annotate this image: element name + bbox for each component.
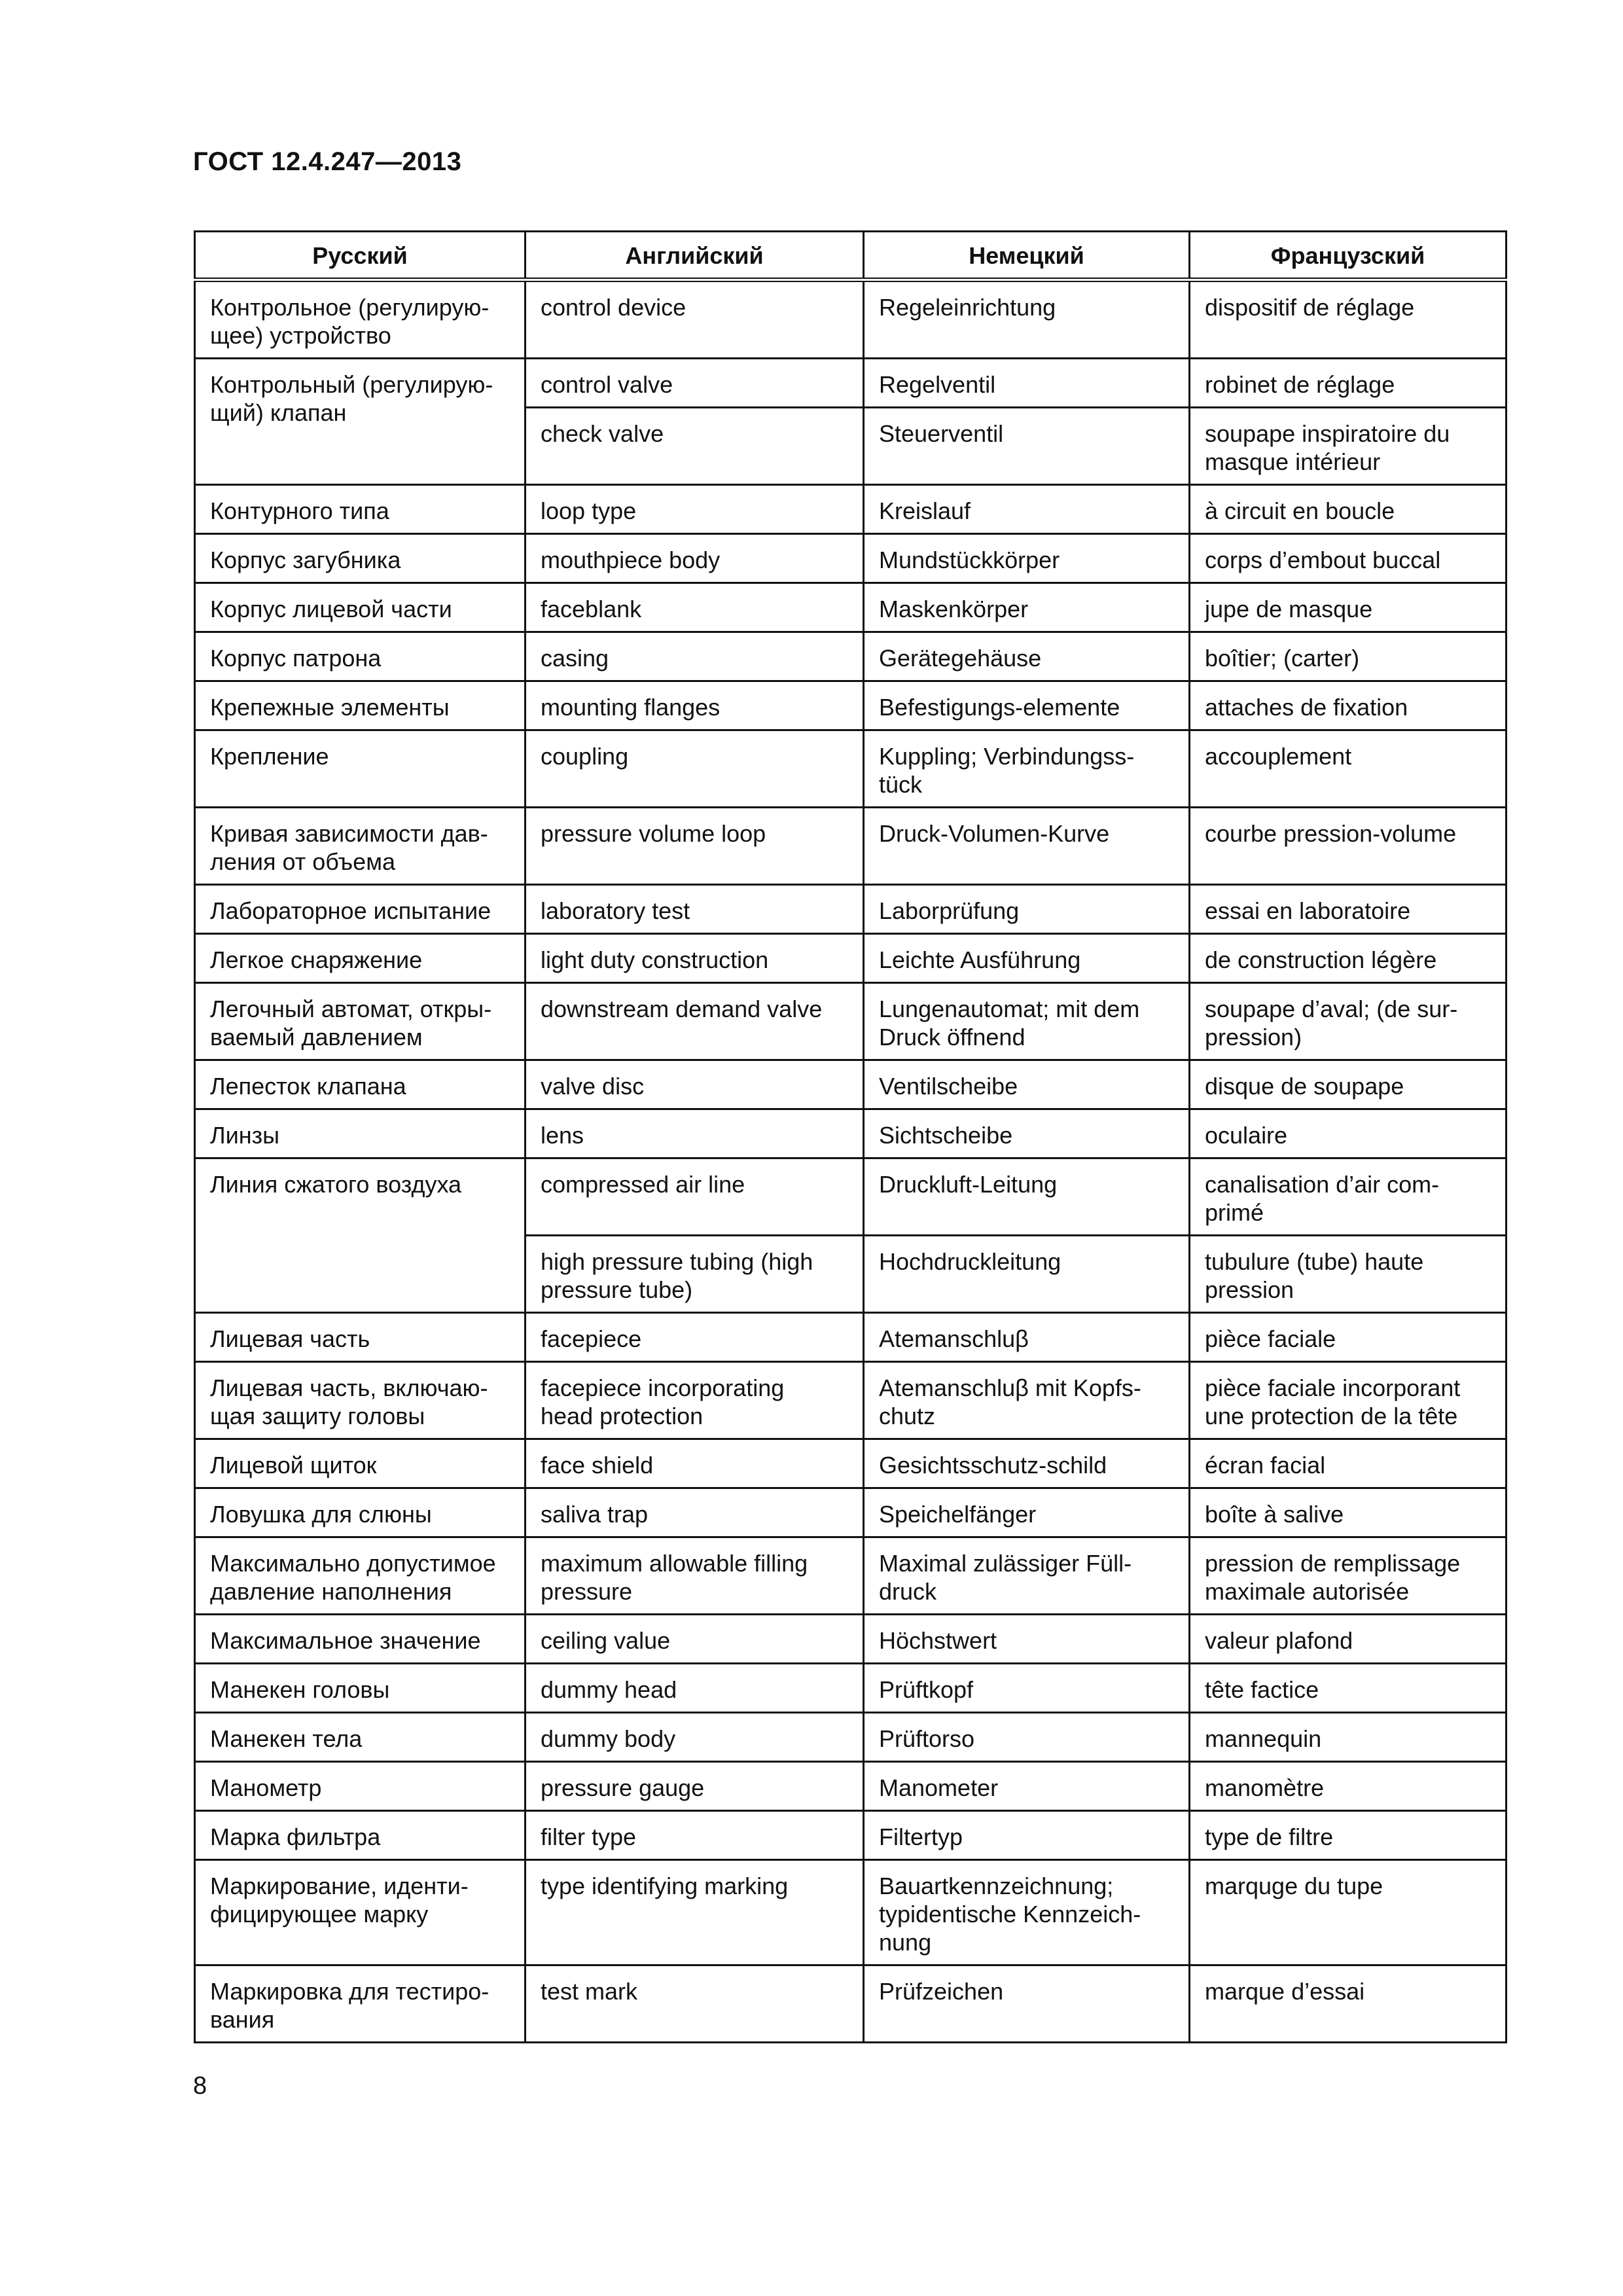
english-term: light duty construction [526,934,864,983]
english-term: pressure gauge [526,1762,864,1811]
document-title: ГОСТ 12.4.247—2013 [193,147,462,176]
english-term: high pressure tubing (high pressure tube) [526,1236,864,1313]
table-row [195,934,1507,983]
russian-term: Маркирование, иденти- фицирующее марку [195,1860,526,1965]
english-term: filter type [526,1811,864,1860]
german-term: Höchstwert [864,1615,1190,1664]
french-term: attaches de fixation [1190,681,1507,730]
german-term: Regeleinrichtung [864,280,1190,359]
table-row [195,485,1507,534]
russian-term: Ловушка для слюны [195,1488,526,1537]
french-term: pression de remplissage maximale autorisée [1190,1537,1507,1615]
english-term: dummy body [526,1713,864,1762]
german-term: Leichte Ausführung [864,934,1190,983]
french-term: robinet de réglage [1190,359,1507,408]
header-english: Английский [526,232,864,280]
table-row [195,359,1507,408]
table-header-row [195,232,1507,280]
english-term: mounting flanges [526,681,864,730]
table-row [195,1158,1507,1236]
page-number: 8 [193,2072,207,2100]
russian-term: Крепежные элементы [195,681,526,730]
english-term: dummy head [526,1664,864,1713]
header-french: Французский [1190,232,1507,280]
russian-term: Лабораторное испытание [195,885,526,934]
table-row [195,1965,1507,2043]
french-term: soupape inspiratoire du masque intérieur [1190,408,1507,485]
table-row [195,534,1507,583]
table-row [195,681,1507,730]
german-term: Prüftorso [864,1713,1190,1762]
english-term: pressure volume loop [526,808,864,885]
russian-term: Крепление [195,730,526,808]
english-term: coupling [526,730,864,808]
german-term: Sichtscheibe [864,1109,1190,1158]
german-term: Manometer [864,1762,1190,1811]
english-term: laboratory test [526,885,864,934]
english-term: type identifying marking [526,1860,864,1965]
german-term: Hochdruckleitung [864,1236,1190,1313]
german-term: Kuppling; Verbindungss- tück [864,730,1190,808]
french-term: canalisation d’air com- primé [1190,1158,1507,1236]
german-term: Steuerventil [864,408,1190,485]
french-term: marque d’essai [1190,1965,1507,2043]
russian-term: Контрольный (регулирую- щий) клапан [195,359,526,485]
table-row [195,808,1507,885]
french-term: dispositif de réglage [1190,280,1507,359]
russian-term: Линия сжатого воздуха [195,1158,526,1313]
french-term: boîte à salive [1190,1488,1507,1537]
french-term: tubulure (tube) haute pression [1190,1236,1507,1313]
french-term: corps d’embout buccal [1190,534,1507,583]
german-term: Lungenautomat; mit dem Druck öffnend [864,983,1190,1060]
table-row [195,730,1507,808]
table-row [195,1762,1507,1811]
russian-term: Маркировка для тестиро- вания [195,1965,526,2043]
table-row [195,632,1507,681]
russian-term: Лицевая часть, включаю- щая защиту головы [195,1362,526,1439]
german-term: Prüftkopf [864,1664,1190,1713]
german-term: Bauartkennzeichnung; typidentische Kennzeich- nung [864,1860,1190,1965]
english-term: valve disc [526,1060,864,1109]
header-german: Немецкий [864,232,1190,280]
english-term: control valve [526,359,864,408]
french-term: pièce faciale incorporant une protection de la tête [1190,1362,1507,1439]
french-term: tête factice [1190,1664,1507,1713]
english-term: mouthpiece body [526,534,864,583]
french-term: mannequin [1190,1713,1507,1762]
table-row [195,1313,1507,1362]
table-row [195,885,1507,934]
english-term: loop type [526,485,864,534]
table-row [195,1488,1507,1537]
french-term: écran facial [1190,1439,1507,1488]
german-term: Atemanschluβ mit Kopfs- chutz [864,1362,1190,1439]
russian-term: Марка фильтра [195,1811,526,1860]
russian-term: Максимальное значение [195,1615,526,1664]
english-term: facepiece [526,1313,864,1362]
french-term: type de filtre [1190,1811,1507,1860]
german-term: Maximal zulässiger Füll- druck [864,1537,1190,1615]
english-term: face shield [526,1439,864,1488]
german-term: Speichelfänger [864,1488,1190,1537]
english-term: ceiling value [526,1615,864,1664]
german-term: Prüfzeichen [864,1965,1190,2043]
french-term: à circuit en boucle [1190,485,1507,534]
russian-term: Корпус патрона [195,632,526,681]
french-term: accouplement [1190,730,1507,808]
english-term: lens [526,1109,864,1158]
german-term: Laborprüfung [864,885,1190,934]
english-term: downstream demand valve [526,983,864,1060]
glossary-table [194,230,1507,2043]
russian-term: Кривая зависимости дав- ления от объема [195,808,526,885]
russian-term: Максимально допустимое давление наполнения [195,1537,526,1615]
german-term: Maskenkörper [864,583,1190,632]
french-term: pièce faciale [1190,1313,1507,1362]
russian-term: Легочный автомат, откры- ваемый давлением [195,983,526,1060]
table-row [195,1060,1507,1109]
table-row [195,1860,1507,1965]
english-term: facepiece incorporating head protection [526,1362,864,1439]
german-term: Gerätegehäuse [864,632,1190,681]
english-term: casing [526,632,864,681]
russian-term: Контрольное (регулирую- щее) устройство [195,280,526,359]
french-term: de construction légère [1190,934,1507,983]
russian-term: Корпус загубника [195,534,526,583]
french-term: essai en laboratoire [1190,885,1507,934]
english-term: check valve [526,408,864,485]
french-term: disque de soupape [1190,1060,1507,1109]
french-term: manomètre [1190,1762,1507,1811]
french-term: valeur plafond [1190,1615,1507,1664]
german-term: Atemanschluβ [864,1313,1190,1362]
german-term: Filtertyp [864,1811,1190,1860]
table-row [195,1109,1507,1158]
russian-term: Легкое снаряжение [195,934,526,983]
french-term: oculaire [1190,1109,1507,1158]
russian-term: Линзы [195,1109,526,1158]
french-term: boîtier; (carter) [1190,632,1507,681]
french-term: marquge du tupe [1190,1860,1507,1965]
table-row [195,1439,1507,1488]
table-row [195,1713,1507,1762]
table-row [195,983,1507,1060]
english-term: control device [526,280,864,359]
french-term: courbe pression-volume [1190,808,1507,885]
table-row [195,1615,1507,1664]
table-row [195,583,1507,632]
german-term: Druckluft-Leitung [864,1158,1190,1236]
german-term: Regelventil [864,359,1190,408]
english-term: maximum allowable filling pressure [526,1537,864,1615]
russian-term: Манекен тела [195,1713,526,1762]
table-row [195,1811,1507,1860]
french-term: soupape d’aval; (de sur- pression) [1190,983,1507,1060]
german-term: Kreislauf [864,485,1190,534]
german-term: Befestigungs-elemente [864,681,1190,730]
russian-term: Лицевой щиток [195,1439,526,1488]
russian-term: Лицевая часть [195,1313,526,1362]
russian-term: Контурного типа [195,485,526,534]
table-row [195,1664,1507,1713]
russian-term: Корпус лицевой части [195,583,526,632]
english-term: test mark [526,1965,864,2043]
english-term: saliva trap [526,1488,864,1537]
german-term: Gesichtsschutz-schild [864,1439,1190,1488]
french-term: jupe de masque [1190,583,1507,632]
english-term: compressed air line [526,1158,864,1236]
german-term: Mundstückkörper [864,534,1190,583]
table-row [195,1537,1507,1615]
table-body [195,280,1507,2043]
english-term: faceblank [526,583,864,632]
russian-term: Манекен головы [195,1664,526,1713]
german-term: Druck-Volumen-Kurve [864,808,1190,885]
table-row [195,1362,1507,1439]
header-russian: Русский [195,232,526,280]
russian-term: Манометр [195,1762,526,1811]
table-row [195,280,1507,359]
russian-term: Лепесток клапана [195,1060,526,1109]
german-term: Ventilscheibe [864,1060,1190,1109]
